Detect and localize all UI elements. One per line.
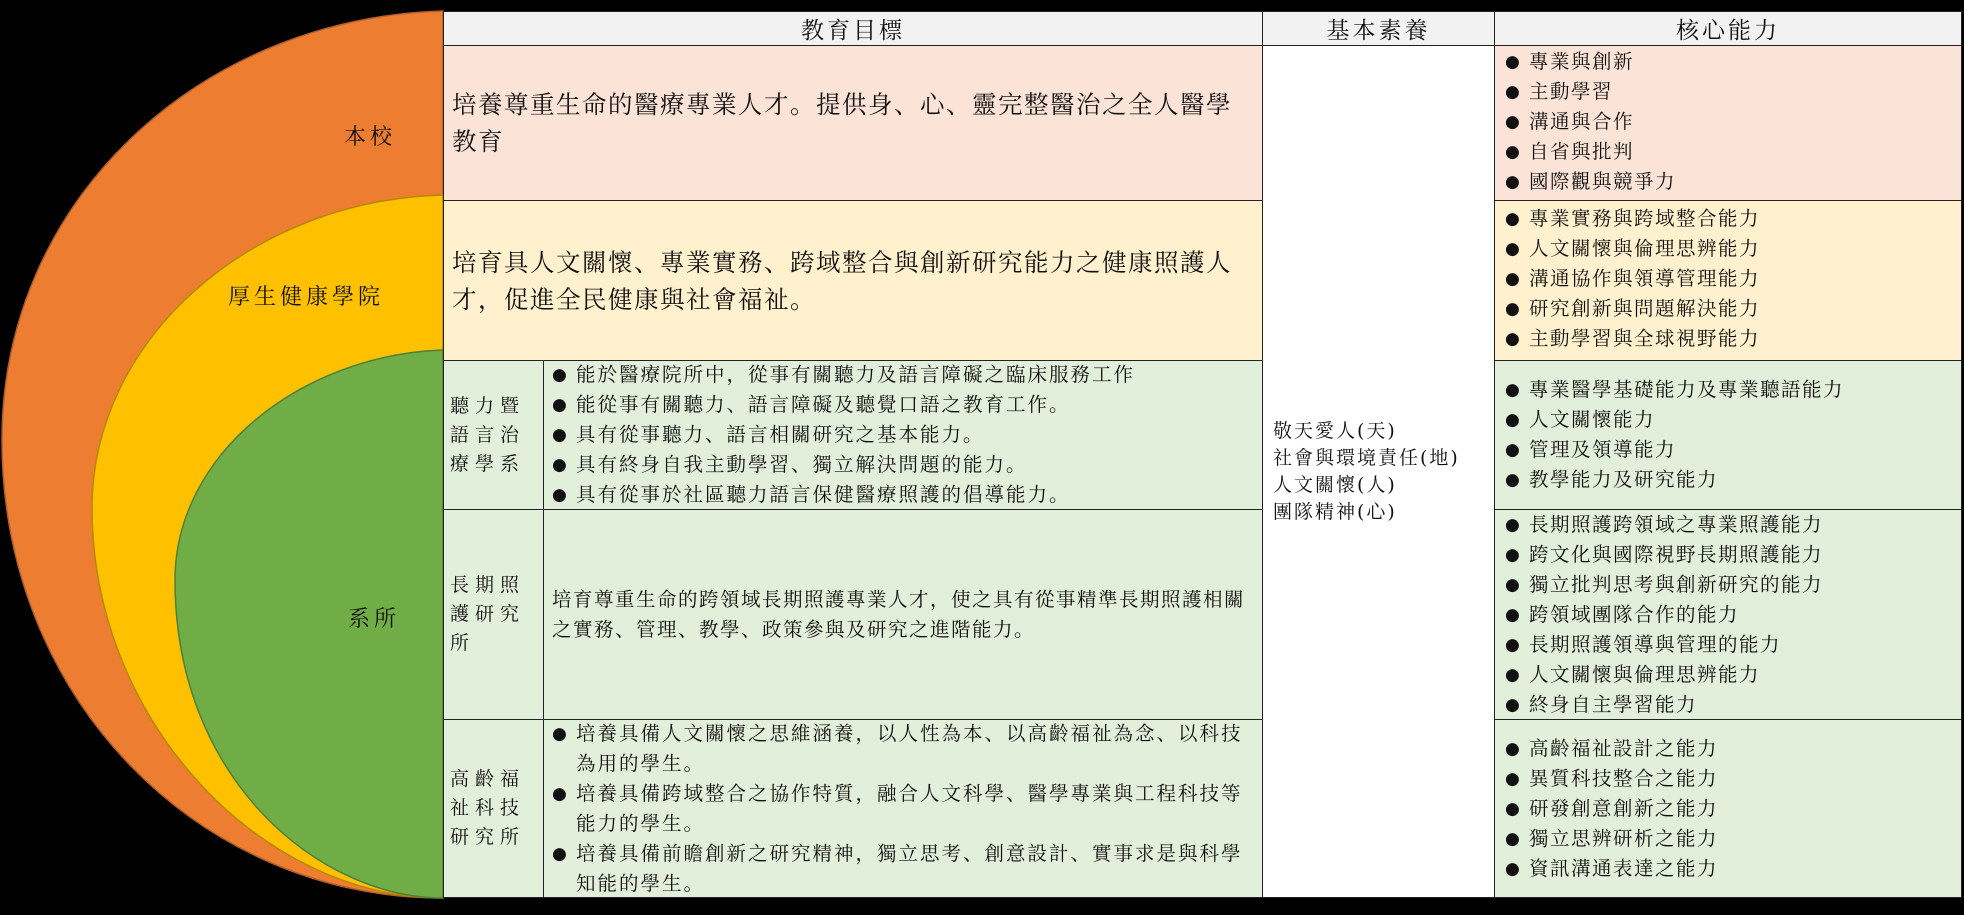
school-goal-text: 培養尊重生命的醫療專業人才。提供身、心、靈完整醫治之全人醫學教育 <box>452 90 1232 156</box>
dept-goal-item: ● 具有終身自我主動學習、獨立解決問題的能力。 <box>552 450 1254 480</box>
dept-name-cell <box>443 360 544 510</box>
department-ring-label: 系所 <box>348 607 401 632</box>
education-goals-table <box>443 11 1962 898</box>
basic-literacy-item: 人文關懷(人) <box>1273 473 1397 496</box>
basic-literacy-item: 社會與環境責任(地) <box>1273 446 1460 469</box>
college-core-item: ● 研究創新與問題解決能力 <box>1505 294 1953 324</box>
school-core-cell <box>1494 45 1962 201</box>
dept-core-item: ● 獨立批判思考與創新研究的能力 <box>1505 570 1953 600</box>
school-core-item: ● 專業與創新 <box>1505 47 1953 77</box>
dept-name-cell <box>443 719 544 898</box>
dept-goal-cell <box>543 719 1263 898</box>
dept-goal-item: ● 能從事有關聽力、語言障礙及聽覺口語之教育工作。 <box>552 390 1254 420</box>
dept-name: 長期照護研究所 <box>450 574 526 654</box>
dept-core-item: ● 資訊溝通表達之能力 <box>1505 854 1953 884</box>
dept-goal-item: ● 能於醫療院所中，從事有關聽力及語言障礙之臨床服務工作 <box>552 360 1254 390</box>
header-basic-literacy: 基本素養 <box>1262 11 1495 46</box>
dept-core-item: ● 獨立思辨研析之能力 <box>1505 824 1953 854</box>
dept-goal-cell <box>543 509 1263 720</box>
school-ring-label: 本校 <box>344 125 397 150</box>
dept-goal-cell <box>543 360 1263 510</box>
college-core-cell <box>1494 200 1962 361</box>
dept-core-item: ● 人文關懷與倫理思辨能力 <box>1505 660 1953 690</box>
dept-core-cell <box>1494 509 1962 720</box>
dept-core-item: ● 長期照護跨領域之專業照護能力 <box>1505 510 1953 540</box>
college-goal-cell <box>443 200 1263 361</box>
dept-core-item: ● 人文關懷能力 <box>1505 405 1953 435</box>
college-ring-label: 厚生健康學院 <box>228 285 385 310</box>
school-goal-cell <box>443 45 1263 201</box>
school-core-item: ● 國際觀與競爭力 <box>1505 167 1953 197</box>
dept-goal-item: ● 具有從事聽力、語言相關研究之基本能力。 <box>552 420 1254 450</box>
header-goals: 教育目標 <box>443 11 1263 46</box>
basic-literacy-cell <box>1262 45 1495 898</box>
dept-goal-item: ● 培養具備人文關懷之思維涵養，以人性為本、以高齡福祉為念、以科技為用的學生。 <box>552 719 1254 779</box>
dept-name-cell <box>443 509 544 720</box>
dept-core-item: ● 教學能力及研究能力 <box>1505 465 1953 495</box>
school-core-item: ● 自省與批判 <box>1505 137 1953 167</box>
dept-core-cell <box>1494 719 1962 898</box>
dept-name: 聽力暨語言治療學系 <box>450 394 526 475</box>
dept-core-item: ● 管理及領導能力 <box>1505 435 1953 465</box>
dept-goal-text: 培育尊重生命的跨領域長期照護專業人才，使之具有從事精準長期照護相關之實務、管理、教學、政策參與及研究之進階能力。 <box>552 587 1246 641</box>
dept-core-item: ● 跨領域團隊合作的能力 <box>1505 600 1953 630</box>
college-core-item: ● 專業實務與跨域整合能力 <box>1505 204 1953 234</box>
dept-goal-item: ● 培養具備跨域整合之協作特質，融合人文科學、醫學專業與工程科技等能力的學生。 <box>552 779 1254 839</box>
dept-core-item: ● 專業醫學基礎能力及專業聽語能力 <box>1505 375 1953 405</box>
dept-goal-item: ● 具有從事於社區聽力語言保健醫療照護的倡導能力。 <box>552 480 1254 510</box>
college-core-item: ● 人文關懷與倫理思辨能力 <box>1505 234 1953 264</box>
dept-core-cell <box>1494 360 1962 510</box>
dept-core-item: ● 高齡福祉設計之能力 <box>1505 734 1953 764</box>
dept-core-item: ● 跨文化與國際視野長期照護能力 <box>1505 540 1953 570</box>
school-core-item: ● 溝通與合作 <box>1505 107 1953 137</box>
college-core-item: ● 溝通協作與領導管理能力 <box>1505 264 1953 294</box>
school-core-item: ● 主動學習 <box>1505 77 1953 107</box>
basic-literacy-item: 團隊精神(心) <box>1273 500 1397 523</box>
basic-literacy-item: 敬天愛人(天) <box>1273 419 1397 442</box>
dept-core-item: ● 終身自主學習能力 <box>1505 690 1953 720</box>
college-core-item: ● 主動學習與全球視野能力 <box>1505 324 1953 354</box>
dept-goal-item: ● 培養具備前瞻創新之研究精神，獨立思考、創意設計、實事求是與科學知能的學生。 <box>552 839 1254 899</box>
college-goal-text: 培育具人文關懷、專業實務、跨域整合與創新研究能力之健康照護人才，促進全民健康與社會福祉。 <box>452 247 1232 314</box>
header-core-competencies: 核心能力 <box>1494 11 1962 46</box>
dept-core-item: ● 長期照護領導與管理的能力 <box>1505 630 1953 660</box>
dept-core-item: ● 研發創意創新之能力 <box>1505 794 1953 824</box>
dept-core-item: ● 異質科技整合之能力 <box>1505 764 1953 794</box>
dept-name: 高齡福祉科技研究所 <box>450 768 526 848</box>
